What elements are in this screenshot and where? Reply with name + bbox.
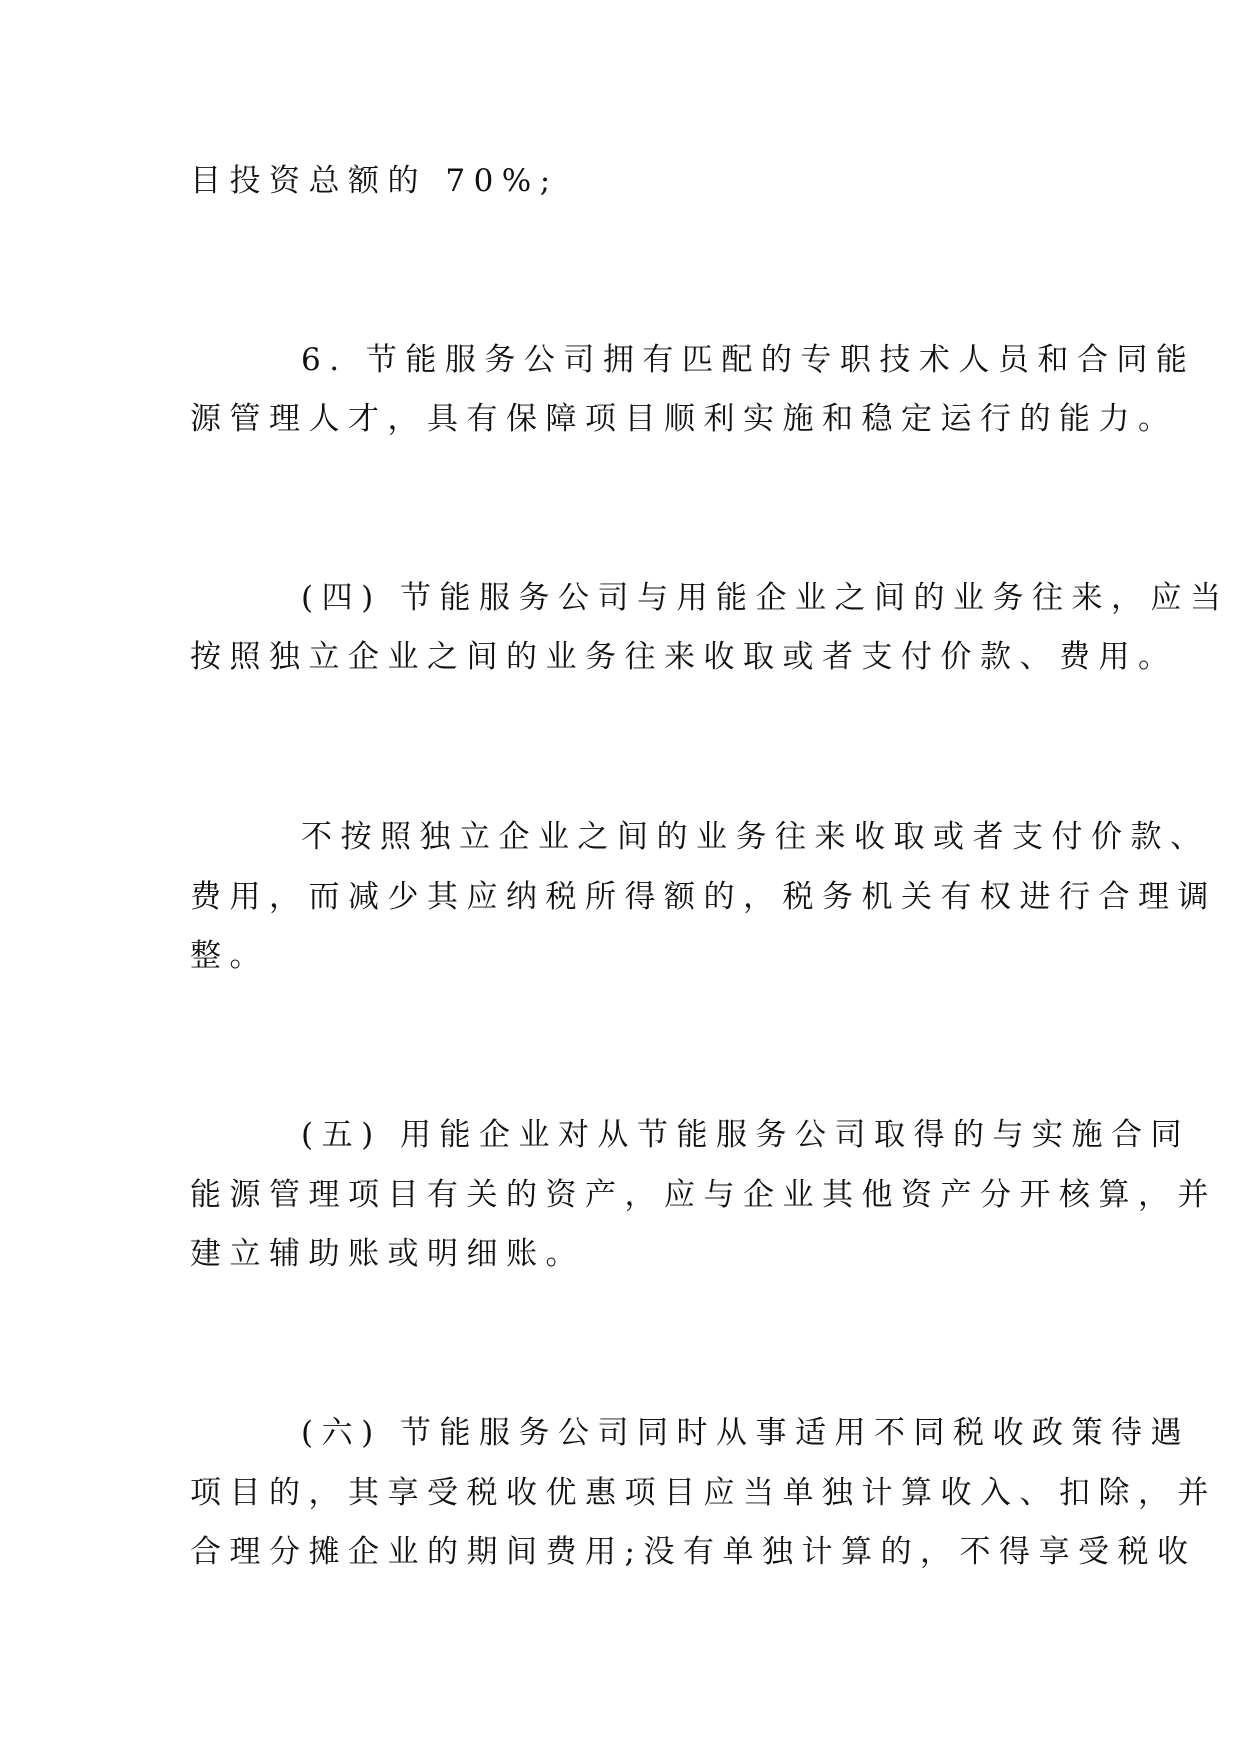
paragraph-first-line: 6. 节能服务公司拥有匹配的专职技术人员和合同能 [301,342,1196,378]
text-line: 费用，而减少其应纳税所得额的，税务机关有权进行合理调 [190,879,1217,915]
text-line: 整。 [190,938,269,974]
text-line: 项目的，其享受税收优惠项目应当单独计算收入、扣除，并 [190,1475,1217,1511]
paragraph-first-line: (六) 节能服务公司同时从事适用不同税收政策待遇 [301,1415,1191,1451]
text-line: 源管理人才，具有保障项目顺利实施和稳定运行的能力。 [190,401,1178,437]
text-line: 合理分摊企业的期间费用;没有单独计算的，不得享受税收 [190,1534,1197,1570]
paragraph-first-line: (四) 节能服务公司与用能企业之间的业务往来，应当 [301,580,1230,616]
text-line: 目投资总额的 70%; [190,163,559,199]
paragraph-first-line: (五) 用能企业对从节能服务公司取得的与实施合同 [301,1117,1191,1153]
paragraph-first-line: 不按照独立企业之间的业务往来收取或者支付价款、 [301,819,1210,855]
text-line: 按照独立企业之间的业务往来收取或者支付价款、费用。 [190,639,1178,675]
text-line: 建立辅助账或明细账。 [190,1236,585,1272]
text-line: 能源管理项目有关的资产，应与企业其他资产分开核算，并 [190,1177,1217,1213]
